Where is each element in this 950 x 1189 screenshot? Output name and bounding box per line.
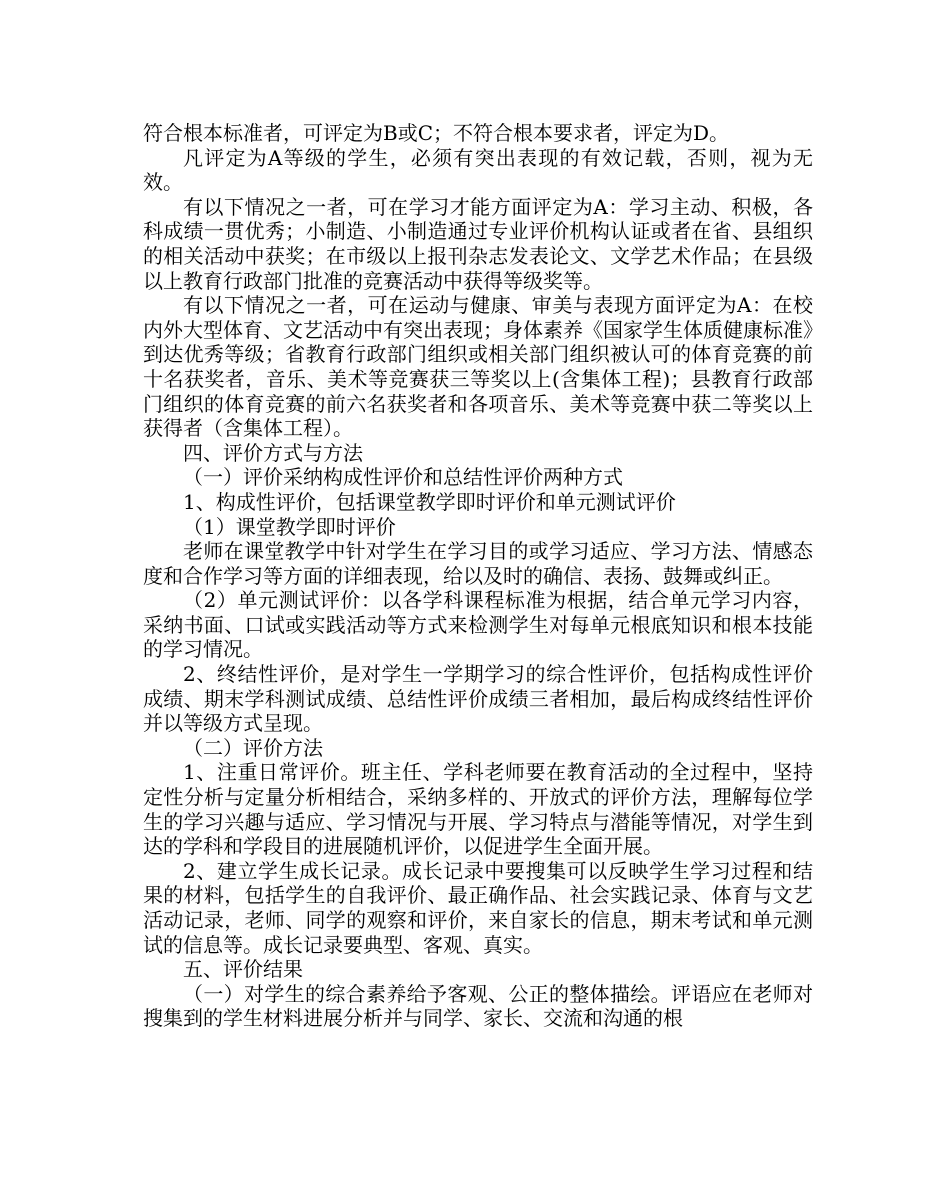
paragraph-4: 有以下情况之一者，可在运动与健康、审美与表现方面评定为A：在校内外大型体育、文艺活动中有突出表现；身体素养《国家学生体质健康标准》到达优秀等级；省教育行政部门组织或相关部门组织被认可的体育竞赛的前十名获奖者，音乐、美术等竞赛获三等奖以上(含集体工程)；县教育行政部门组织的体育竞赛的前六名获奖者和各项音乐、美术等竞赛中获二等奖以上获得者（含集体工程）。 [143, 293, 813, 441]
subsection-heading-1: （一）评价采纳构成性评价和总结性评价两种方式 [183, 465, 623, 490]
subsection-heading-2: （二）评价方法 [183, 735, 323, 760]
paragraph-1: 符合根本标准者，可评定为B或C；不符合根本要求者，评定为D。 [143, 121, 730, 145]
paragraph-8: 1、注重日常评价。班主任、学科老师要在教育活动的全过程中，坚持定性分析与定量分析相结合，采纳多样的、开放式的评价方法，理解每位学生的学习兴趣与适应、学习情况与开展、学习特点与潜能等情况，对学生到达的学科和学段目的进展随机评价，以促进学生全面开展。 [143, 760, 813, 859]
paragraph-9: 2、建立学生成长记录。成长记录中要搜集可以反映学生学习过程和结果的材料，包括学生的自我评价、最正确作品、社会实践记录、体育与文艺活动记录，老师、同学的观察和评价，来自家长的信息，期末考试和单元测试的信息等。成长记录要典型、客观、真实。 [143, 858, 813, 957]
paragraph-2: 凡评定为A等级的学生，必须有突出表现的有效记载，否则，视为无效。 [143, 145, 813, 195]
paragraph-5: 老师在课堂教学中针对学生在学习目的或学习适应、学习方法、情感态度和合作学习等方面的详细表现，给以及时的确信、表扬、鼓舞或纠正。 [143, 539, 813, 588]
paragraph-6: （2）单元测试评价：以各学科课程标准为根据，结合单元学习内容，采纳书面、口试或实践活动等方式来检测学生对每单元根底知识和根本技能的学习情况。 [143, 588, 813, 662]
sub-item-heading-1: （1）课堂教学即时评价 [183, 514, 396, 539]
paragraph-7: 2、终结性评价，是对学生一学期学习的综合性评价，包括构成性评价成绩、期末学科测试成绩、总结性评价成绩三者相加，最后构成终结性评价并以等级方式呈现。 [143, 662, 813, 736]
item-heading-1: 1、构成性评价，包括课堂教学即时评价和单元测试评价 [183, 489, 676, 514]
document-body [143, 121, 813, 1031]
section-heading-4: 四、评价方式与方法 [183, 440, 363, 465]
paragraph-10: （一）对学生的综合素养给予客观、公正的整体描绘。评语应在老师对搜集到的学生材料进展分析并与同学、家长、交流和沟通的根 [143, 981, 813, 1031]
section-heading-5: 五、评价结果 [183, 957, 303, 982]
paragraph-3: 有以下情况之一者，可在学习才能方面评定为A：学习主动、积极，各科成绩一贯优秀；小制造、小制造通过专业评价机构认证或者在省、县组织的相关活动中获奖；在市级以上报刊杂志发表论文、文学艺术作品；在县级以上教育行政部门批准的竞赛活动中获得等级奖等。 [143, 194, 813, 293]
